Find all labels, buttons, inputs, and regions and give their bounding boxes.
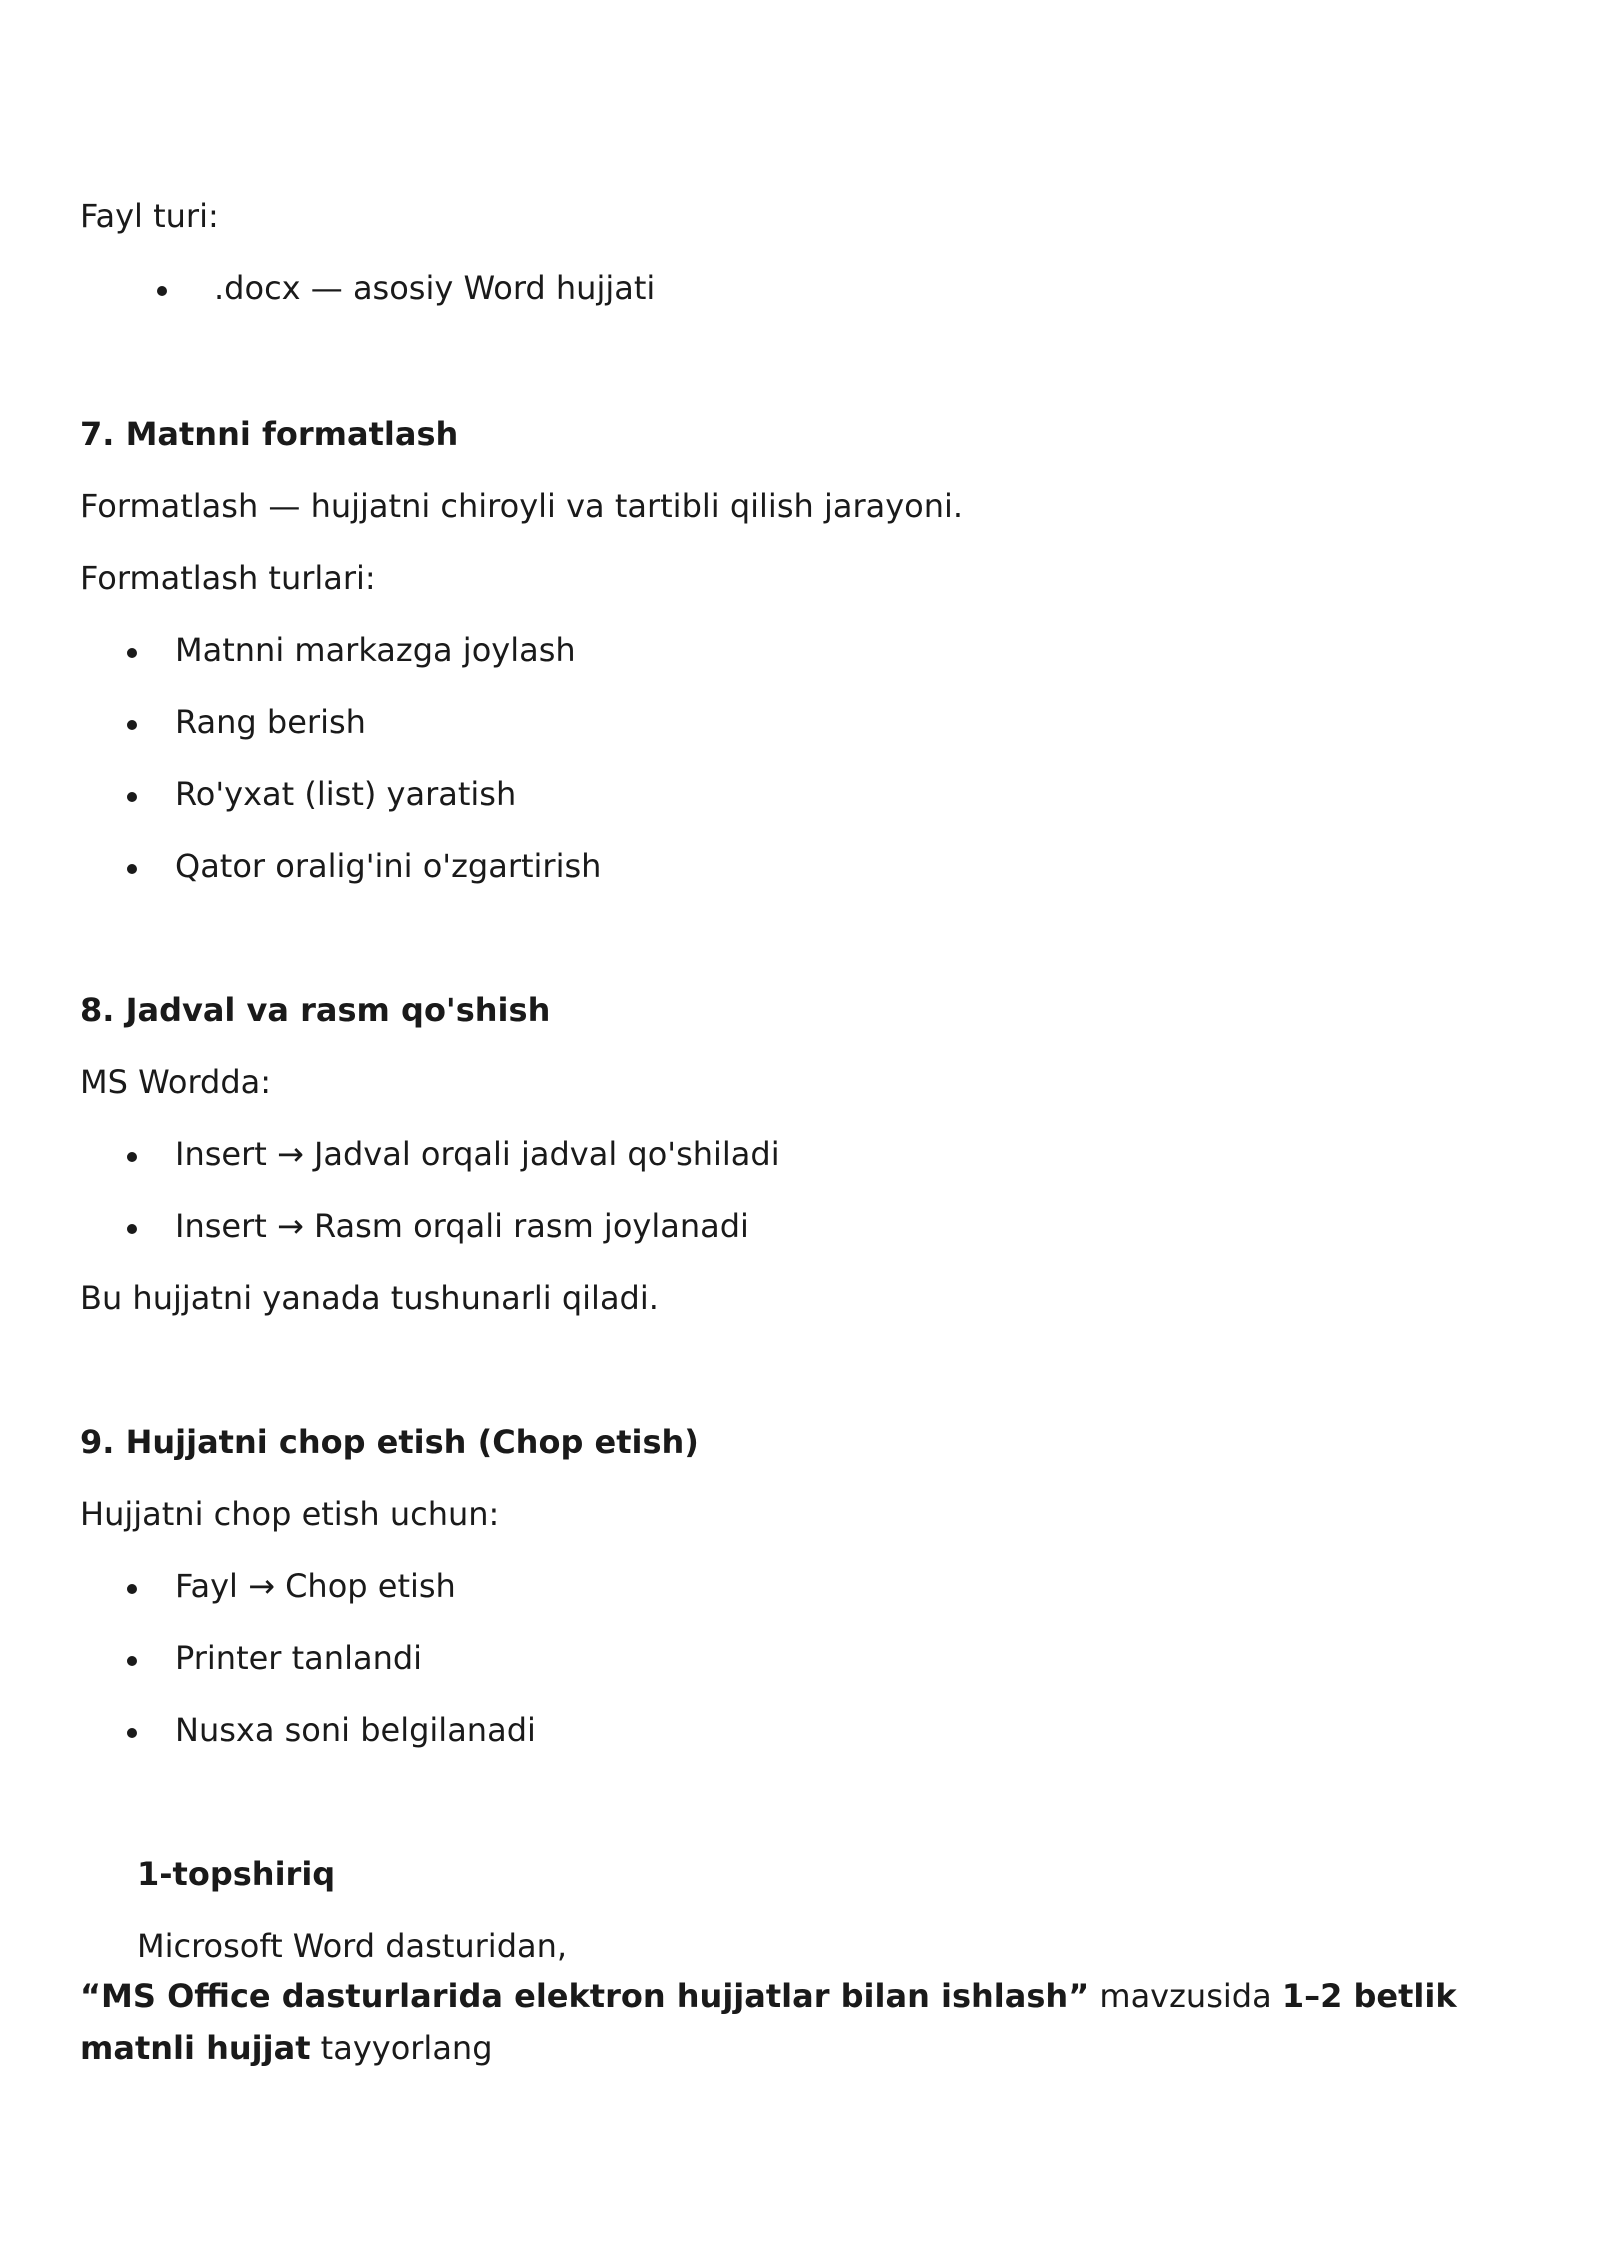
bullet-icon bbox=[127, 1224, 137, 1234]
bullet-icon bbox=[127, 1656, 137, 1666]
bullet-icon bbox=[127, 864, 137, 874]
bullet-icon bbox=[127, 648, 137, 658]
section-7-heading: 7. Matnni formatlash bbox=[80, 415, 459, 453]
list-item: Ro'yxat (list) yaratish bbox=[175, 775, 517, 813]
task-line-1: Microsoft Word dasturidan, bbox=[137, 1927, 568, 1965]
section-7-types-label: Formatlash turlari: bbox=[80, 559, 376, 597]
list-item: Qator oralig'ini o'zgartirish bbox=[175, 847, 602, 885]
bullet-icon bbox=[127, 792, 137, 802]
list-item: Fayl → Chop etish bbox=[175, 1567, 456, 1605]
list-item: Nusxa soni belgilanadi bbox=[175, 1711, 536, 1749]
task-topic: “MS Office dasturlarida elektron hujjatlar bilan ishlash” bbox=[80, 1977, 1090, 2015]
task-end-text: tayyorlang bbox=[310, 2029, 493, 2067]
bullet-icon bbox=[127, 1584, 137, 1594]
task-heading: 1-topshiriq bbox=[137, 1855, 336, 1893]
list-item: Insert → Rasm orqali rasm joylanadi bbox=[175, 1207, 749, 1245]
bullet-icon bbox=[157, 286, 167, 296]
task-line-2 bbox=[80, 1976, 1457, 2016]
section-7-definition: Formatlash — hujjatni chiroyli va tartibli qilish jarayoni. bbox=[80, 487, 964, 525]
bullet-icon bbox=[127, 1728, 137, 1738]
file-type-item: .docx — asosiy Word hujjati bbox=[214, 269, 656, 307]
file-type-label: Fayl turi: bbox=[80, 197, 219, 235]
section-9-intro: Hujjatni chop etish uchun: bbox=[80, 1495, 500, 1533]
task-mid-text: mavzusida bbox=[1089, 1977, 1282, 2015]
task-pages: 1–2 betlik bbox=[1281, 1977, 1457, 2015]
list-item: Matnni markazga joylash bbox=[175, 631, 576, 669]
section-8-conclusion: Bu hujjatni yanada tushunarli qiladi. bbox=[80, 1279, 659, 1317]
task-line-3 bbox=[80, 2028, 493, 2068]
section-8-intro: MS Wordda: bbox=[80, 1063, 272, 1101]
list-item: Insert → Jadval orqali jadval qo'shiladi bbox=[175, 1135, 780, 1173]
bullet-icon bbox=[127, 720, 137, 730]
list-item: Printer tanlandi bbox=[175, 1639, 423, 1677]
task-doc-type: matnli hujjat bbox=[80, 2029, 311, 2067]
section-9-heading: 9. Hujjatni chop etish (Chop etish) bbox=[80, 1423, 699, 1461]
bullet-icon bbox=[127, 1152, 137, 1162]
list-item: Rang berish bbox=[175, 703, 366, 741]
section-8-heading: 8. Jadval va rasm qo'shish bbox=[80, 991, 551, 1029]
